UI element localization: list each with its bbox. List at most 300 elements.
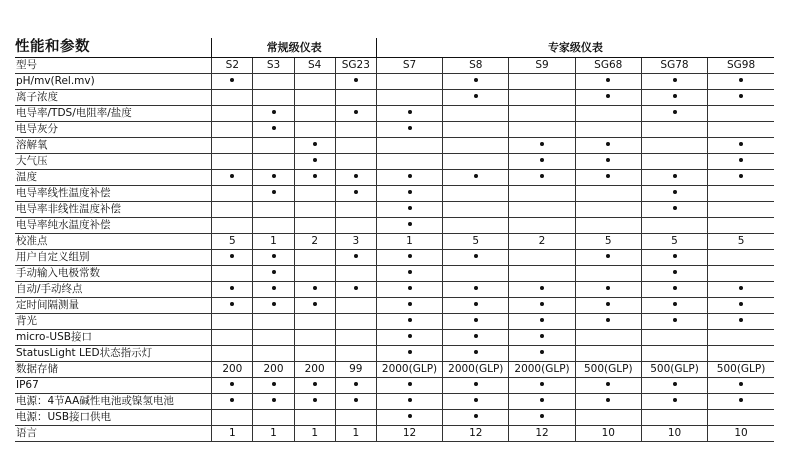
bullet-mark (354, 398, 358, 402)
bullet-mark (474, 334, 478, 338)
spec-cell (641, 314, 707, 330)
bullet-mark (408, 382, 412, 386)
spec-cell (376, 122, 442, 138)
spec-cell (253, 250, 294, 266)
spec-cell (509, 346, 575, 362)
bullet-mark (230, 174, 234, 178)
bullet-mark (673, 174, 677, 178)
bullet-mark (540, 174, 544, 178)
spec-cell (294, 90, 335, 106)
table-row (15, 154, 774, 170)
model-cell: S9 (509, 58, 575, 74)
spec-cell (335, 154, 376, 170)
bullet-mark (408, 350, 412, 354)
spec-cell (641, 90, 707, 106)
bullet-mark (673, 382, 677, 386)
spec-cell (509, 314, 575, 330)
table-row (15, 410, 774, 426)
spec-cell (509, 266, 575, 282)
table-row (15, 426, 774, 442)
group-header-professional: 专家级仪表 (376, 38, 774, 58)
bullet-mark (408, 286, 412, 290)
spec-cell (443, 122, 509, 138)
spec-cell (641, 394, 707, 410)
spec-cell (641, 122, 707, 138)
table-row (15, 314, 774, 330)
spec-cell (443, 186, 509, 202)
spec-cell (212, 394, 253, 410)
spec-cell (509, 218, 575, 234)
spec-cell (575, 266, 641, 282)
spec-cell (509, 202, 575, 218)
spec-cell (212, 90, 253, 106)
bullet-mark (606, 382, 610, 386)
spec-cell (575, 378, 641, 394)
spec-cell (376, 154, 442, 170)
spec-cell: 5 (708, 234, 774, 250)
spec-cell (509, 122, 575, 138)
bullet-mark (739, 382, 743, 386)
spec-cell (212, 218, 253, 234)
spec-cell (509, 154, 575, 170)
feature-label: 数据存储 (15, 362, 212, 378)
spec-cell (641, 282, 707, 298)
spec-cell (335, 138, 376, 154)
spec-cell (294, 186, 335, 202)
model-cell: SG78 (641, 58, 707, 74)
spec-cell (509, 90, 575, 106)
spec-cell: 5 (641, 234, 707, 250)
spec-cell: 500(GLP) (575, 362, 641, 378)
spec-cell (294, 282, 335, 298)
feature-label: 背光 (15, 314, 212, 330)
feature-label: 电导率非线性温度补偿 (15, 202, 212, 218)
bullet-mark (272, 286, 276, 290)
model-cell: S2 (212, 58, 253, 74)
spec-cell (443, 250, 509, 266)
spec-cell (294, 122, 335, 138)
spec-cell (335, 106, 376, 122)
bullet-mark (606, 286, 610, 290)
spec-table-container (15, 38, 774, 442)
spec-cell (335, 90, 376, 106)
spec-cell (509, 250, 575, 266)
bullet-mark (474, 254, 478, 258)
spec-cell (376, 218, 442, 234)
spec-cell (641, 298, 707, 314)
bullet-mark (272, 190, 276, 194)
spec-cell (335, 410, 376, 426)
bullet-mark (673, 318, 677, 322)
spec-cell (376, 314, 442, 330)
bullet-mark (313, 142, 317, 146)
spec-cell: 10 (641, 426, 707, 442)
bullet-mark (354, 286, 358, 290)
spec-cell (509, 378, 575, 394)
spec-cell (376, 106, 442, 122)
bullet-mark (606, 254, 610, 258)
feature-label: 自动/手动终点 (15, 282, 212, 298)
spec-cell (575, 250, 641, 266)
spec-cell (708, 218, 774, 234)
spec-cell (376, 394, 442, 410)
bullet-mark (739, 286, 743, 290)
spec-cell (443, 378, 509, 394)
spec-cell (509, 138, 575, 154)
spec-cell: 3 (335, 234, 376, 250)
spec-cell: 2 (509, 234, 575, 250)
spec-cell (708, 170, 774, 186)
spec-cell (443, 106, 509, 122)
spec-cell (212, 298, 253, 314)
spec-cell (575, 346, 641, 362)
table-row (15, 346, 774, 362)
spec-cell (509, 74, 575, 90)
spec-cell (253, 122, 294, 138)
spec-cell (443, 74, 509, 90)
spec-cell (253, 170, 294, 186)
spec-cell (294, 74, 335, 90)
spec-cell (509, 282, 575, 298)
spec-cell (253, 186, 294, 202)
spec-cell (443, 218, 509, 234)
table-row (15, 74, 774, 90)
spec-cell (212, 154, 253, 170)
spec-table (15, 38, 774, 442)
bullet-mark (606, 174, 610, 178)
spec-cell (443, 346, 509, 362)
spec-cell (708, 314, 774, 330)
bullet-mark (540, 142, 544, 146)
spec-cell (376, 330, 442, 346)
spec-cell (509, 298, 575, 314)
bullet-mark (408, 110, 412, 114)
spec-cell (253, 218, 294, 234)
feature-label: 电导率/TDS/电阻率/盐度 (15, 106, 212, 122)
feature-label: 电导率线性温度补偿 (15, 186, 212, 202)
spec-cell (641, 186, 707, 202)
spec-cell: 200 (212, 362, 253, 378)
spec-cell (509, 170, 575, 186)
spec-cell: 99 (335, 362, 376, 378)
table-row (15, 90, 774, 106)
spec-cell (294, 154, 335, 170)
model-cell: SG23 (335, 58, 376, 74)
bullet-mark (474, 78, 478, 82)
spec-cell (443, 154, 509, 170)
spec-cell (641, 378, 707, 394)
bullet-mark (354, 110, 358, 114)
feature-label: 校准点 (15, 234, 212, 250)
feature-label: pH/mv(Rel.mv) (15, 74, 212, 90)
feature-label: 大气压 (15, 154, 212, 170)
bullet-mark (408, 254, 412, 258)
bullet-mark (408, 174, 412, 178)
spec-cell (253, 266, 294, 282)
spec-cell (212, 378, 253, 394)
spec-cell (212, 202, 253, 218)
spec-cell (253, 314, 294, 330)
bullet-mark (408, 126, 412, 130)
spec-cell (708, 202, 774, 218)
spec-cell (253, 298, 294, 314)
bullet-mark (606, 78, 610, 82)
model-cell: S7 (376, 58, 442, 74)
spec-cell (376, 378, 442, 394)
bullet-mark (540, 286, 544, 290)
spec-cell (575, 90, 641, 106)
spec-cell (443, 282, 509, 298)
bullet-mark (408, 270, 412, 274)
bullet-mark (739, 318, 743, 322)
spec-cell (253, 330, 294, 346)
spec-cell (575, 218, 641, 234)
spec-cell (294, 218, 335, 234)
bullet-mark (739, 398, 743, 402)
spec-cell: 1 (335, 426, 376, 442)
spec-cell: 12 (443, 426, 509, 442)
bullet-mark (606, 142, 610, 146)
bullet-mark (606, 318, 610, 322)
spec-cell: 10 (708, 426, 774, 442)
spec-cell (443, 314, 509, 330)
bullet-mark (313, 286, 317, 290)
spec-cell (443, 90, 509, 106)
spec-cell: 1 (376, 234, 442, 250)
spec-cell (212, 170, 253, 186)
spec-cell (708, 90, 774, 106)
spec-cell (575, 186, 641, 202)
bullet-mark (408, 206, 412, 210)
spec-cell (335, 298, 376, 314)
spec-cell: 5 (212, 234, 253, 250)
bullet-mark (354, 190, 358, 194)
table-row (15, 106, 774, 122)
table-row (15, 138, 774, 154)
spec-cell (212, 330, 253, 346)
spec-cell (708, 394, 774, 410)
spec-cell (708, 298, 774, 314)
feature-label: 电导率纯水温度补偿 (15, 218, 212, 234)
table-row (15, 378, 774, 394)
bullet-mark (673, 270, 677, 274)
feature-label: 温度 (15, 170, 212, 186)
spec-cell (212, 410, 253, 426)
spec-cell: 200 (294, 362, 335, 378)
table-row (15, 250, 774, 266)
spec-cell (335, 346, 376, 362)
spec-cell (575, 170, 641, 186)
spec-cell (509, 330, 575, 346)
spec-cell (335, 186, 376, 202)
spec-cell (443, 330, 509, 346)
feature-label: 电导灰分 (15, 122, 212, 138)
feature-label: IP67 (15, 378, 212, 394)
spec-cell (294, 266, 335, 282)
feature-label: 定时间隔测量 (15, 298, 212, 314)
bullet-mark (230, 398, 234, 402)
spec-cell (708, 154, 774, 170)
bullet-mark (230, 254, 234, 258)
spec-cell (294, 346, 335, 362)
spec-cell: 1 (253, 234, 294, 250)
spec-cell: 2 (294, 234, 335, 250)
spec-cell (294, 378, 335, 394)
spec-cell (443, 138, 509, 154)
spec-cell: 10 (575, 426, 641, 442)
spec-cell: 2000(GLP) (509, 362, 575, 378)
spec-cell (376, 266, 442, 282)
spec-cell (212, 74, 253, 90)
model-cell: S8 (443, 58, 509, 74)
spec-cell (509, 186, 575, 202)
spec-cell (575, 106, 641, 122)
spec-cell (641, 202, 707, 218)
spec-cell (294, 138, 335, 154)
spec-cell (294, 202, 335, 218)
spec-cell (509, 410, 575, 426)
model-row (15, 58, 774, 74)
spec-cell (335, 250, 376, 266)
spec-cell (708, 250, 774, 266)
bullet-mark (408, 318, 412, 322)
spec-cell (376, 202, 442, 218)
spec-cell (253, 346, 294, 362)
spec-cell (376, 170, 442, 186)
table-row (15, 202, 774, 218)
spec-cell (443, 394, 509, 410)
spec-cell (708, 266, 774, 282)
group-header-standard: 常规级仪表 (212, 38, 377, 58)
spec-cell (575, 330, 641, 346)
spec-cell (443, 298, 509, 314)
table-row (15, 186, 774, 202)
model-cell: SG98 (708, 58, 774, 74)
feature-label: micro-USB接口 (15, 330, 212, 346)
spec-cell (641, 138, 707, 154)
table-row (15, 122, 774, 138)
spec-cell (253, 138, 294, 154)
bullet-mark (474, 398, 478, 402)
feature-label: 电源：USB接口供电 (15, 410, 212, 426)
spec-cell: 500(GLP) (641, 362, 707, 378)
spec-cell (575, 282, 641, 298)
spec-cell (443, 170, 509, 186)
bullet-mark (540, 382, 544, 386)
spec-cell (335, 266, 376, 282)
spec-cell (641, 154, 707, 170)
bullet-mark (474, 286, 478, 290)
model-cell: S3 (253, 58, 294, 74)
bullet-mark (673, 398, 677, 402)
table-row (15, 330, 774, 346)
bullet-mark (408, 398, 412, 402)
table-row (15, 234, 774, 250)
spec-cell (376, 90, 442, 106)
spec-cell (376, 250, 442, 266)
spec-cell (708, 186, 774, 202)
spec-cell (294, 314, 335, 330)
bullet-mark (230, 382, 234, 386)
bullet-mark (606, 302, 610, 306)
spec-cell (294, 394, 335, 410)
spec-cell (443, 266, 509, 282)
table-row (15, 218, 774, 234)
bullet-mark (540, 334, 544, 338)
spec-cell (376, 410, 442, 426)
spec-cell (253, 106, 294, 122)
feature-label: 离子浓度 (15, 90, 212, 106)
bullet-mark (540, 318, 544, 322)
spec-cell: 2000(GLP) (376, 362, 442, 378)
bullet-mark (540, 302, 544, 306)
spec-cell (708, 282, 774, 298)
spec-cell (575, 138, 641, 154)
spec-cell (212, 186, 253, 202)
bullet-mark (540, 158, 544, 162)
spec-cell (708, 410, 774, 426)
bullet-mark (313, 158, 317, 162)
spec-cell (253, 378, 294, 394)
spec-cell (212, 106, 253, 122)
spec-cell (335, 202, 376, 218)
spec-cell (376, 346, 442, 362)
spec-cell (335, 218, 376, 234)
spec-cell (376, 74, 442, 90)
spec-cell: 12 (509, 426, 575, 442)
bullet-mark (313, 382, 317, 386)
spec-cell (253, 202, 294, 218)
bullet-mark (540, 350, 544, 354)
bullet-mark (272, 110, 276, 114)
spec-cell (335, 394, 376, 410)
bullet-mark (739, 78, 743, 82)
spec-cell (212, 282, 253, 298)
spec-cell (335, 282, 376, 298)
table-body (15, 58, 774, 442)
spec-cell (253, 394, 294, 410)
bullet-mark (739, 174, 743, 178)
bullet-mark (408, 190, 412, 194)
table-row (15, 282, 774, 298)
bullet-mark (408, 414, 412, 418)
spec-cell (253, 90, 294, 106)
bullet-mark (313, 398, 317, 402)
spec-cell (212, 250, 253, 266)
bullet-mark (673, 302, 677, 306)
spec-cell (294, 170, 335, 186)
spec-cell (212, 266, 253, 282)
spec-cell (376, 186, 442, 202)
spec-cell: 5 (443, 234, 509, 250)
bullet-mark (474, 302, 478, 306)
spec-cell (708, 122, 774, 138)
bullet-mark (354, 78, 358, 82)
bullet-mark (474, 174, 478, 178)
spec-cell (509, 106, 575, 122)
spec-cell (641, 170, 707, 186)
spec-cell: 2000(GLP) (443, 362, 509, 378)
spec-cell (335, 314, 376, 330)
spec-cell (575, 122, 641, 138)
model-cell: SG68 (575, 58, 641, 74)
spec-cell (335, 122, 376, 138)
spec-cell (335, 170, 376, 186)
spec-cell (641, 74, 707, 90)
spec-cell (708, 378, 774, 394)
spec-cell: 500(GLP) (708, 362, 774, 378)
spec-cell (335, 74, 376, 90)
